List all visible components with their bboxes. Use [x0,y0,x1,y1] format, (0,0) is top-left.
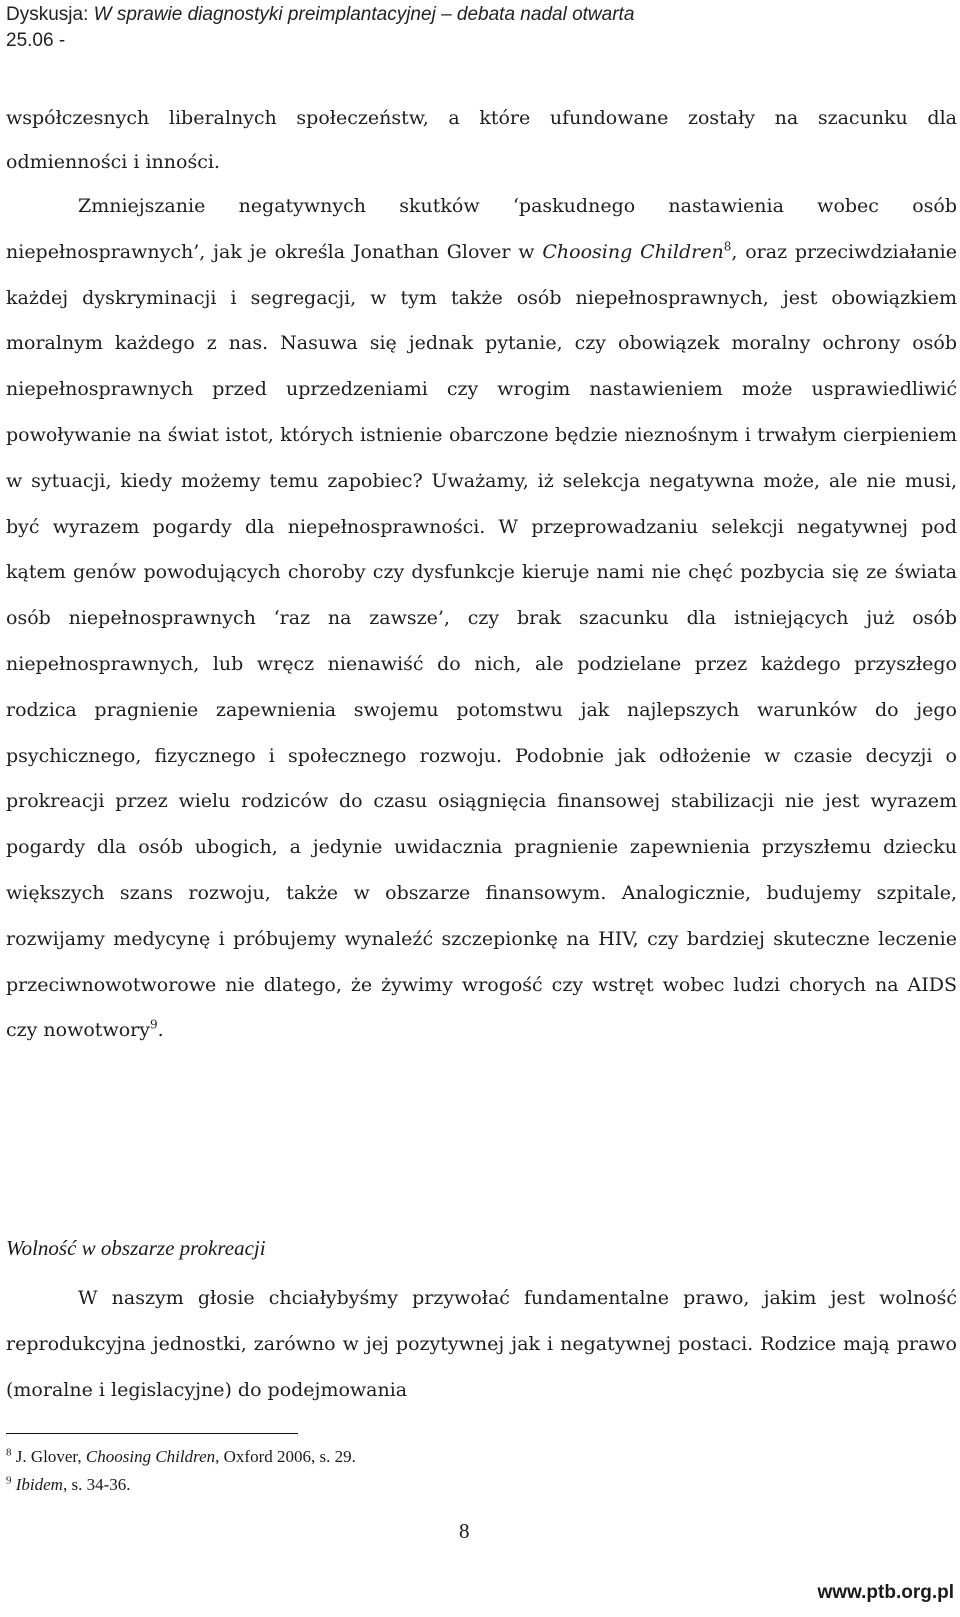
footnote-number: 8 [6,1446,12,1459]
header-title-line [6,2,946,28]
site-url-link[interactable]: www.ptb.org.pl [817,1582,954,1603]
book-title: Choosing Children [542,240,724,263]
footnote-text: , s. 34-36. [62,1475,131,1494]
footnote-marker[interactable]: 9 [149,1018,158,1033]
paragraph-section [6,1275,957,1413]
footnote-marker[interactable]: 8 [723,239,732,254]
footnote-divider [6,1433,298,1434]
footnote-item [6,1443,356,1471]
paragraph-main [6,184,957,1054]
footnotes [6,1443,356,1499]
paragraph-text: współczesnych liberalnych społeczeństw, a które ufundowane zostały na szacunku dla odmienności i inności. [6,107,957,173]
paragraph-text [6,184,957,1054]
paragraph-continued [6,96,957,184]
section-heading: Wolność w obszarze prokreacji [6,1236,266,1260]
header-label: Dyskusja: [6,4,94,25]
header-title: W sprawie diagnostyki preimplantacyjnej – debata nadal otwarta [93,4,635,25]
page-number: 8 [459,1519,470,1543]
paragraph-part: . [157,1019,164,1042]
paragraph-part: Zmniejszanie negatywnych skutków ‘paskudnego nastawienia wobec osób niepełnosprawnych’, jak je określa Jonathan Glover w [6,195,957,263]
paragraph-text [6,1275,957,1413]
paragraph-part: W naszym głosie chciałybyśmy przywołać fundamentalne prawo, jakim jest wolność reprodukcyjna jednostki, zarówno w jej pozytywnej jak i negatywnej postaci. Rodzice mają prawo (moralne i legislacyjne) do podejmowania [6,1287,957,1401]
header-date: 25.06 - [6,30,66,51]
footnote-item [6,1471,356,1499]
paragraph-part: , oraz przeciwdziałanie każdej dyskryminacji i segregacji, w tym także osób niepełnosprawnych, jest obowiązkiem moralnym każdego z nas. Nasuwa się jednak pytanie, czy obowiązek moralny ochrony osób niepełnosprawnych przed uprzedzeniami czy wrogim nastawieniem może usprawiedliwić powoływanie na świat istot, których istnienie obarczone będzie nieznośnym i trwałym cierpieniem w sytuacji, kiedy możemy temu zapobiec? Uważamy, iż selekcja negatywna może, ale nie musi, być wyrazem pogardy dla niepełnosprawności. W przeprowadzaniu selekcji negatywnej pod kątem genów powodujących choroby czy dysfunkcje kieruje nami nie chęć pozbycia się ze świata osób niepełnosprawnych ‘raz na zawsze’, czy brak szacunku dla istniejących już osób niepełnosprawnych, lub wręcz nienawiść do nich, ale podzielane przez każdego przyszłego rodzica pragnienie zapewnienia swojemu potomstwu jak najlepszych warunków do jego psychicznego, fizycznego i społecznego rozwoju. Podobnie jak odłożenie w czasie decyzji o prokreacji przez wielu rodziców do czasu osiągnięcia finansowej stabilizacji nie jest wyrazem pogardy dla osób ubogich, a jedynie uwidacznia pragnienie zapewnienia przyszłemu dziecku większych szans rozwoju, także w obszarze finansowym. Analogicznie, budujemy szpitale, rozwijamy medycynę i próbujemy wynaleźć szczepionkę na HIV, czy bardziej skuteczne leczenie przeciwnowotworowe nie dlatego, że żywimy wrogość czy wstręt wobec ludzi chorych na AIDS czy nowotwory [6,240,957,1042]
footnote-number: 9 [6,1474,12,1487]
footnote-italic: Ibidem [15,1475,63,1494]
running-header [6,2,946,54]
footnote-text: , Oxford 2006, s. 29. [215,1447,356,1466]
footnote-text: J. Glover, [11,1447,86,1466]
footnote-italic: Choosing Children [85,1447,216,1466]
